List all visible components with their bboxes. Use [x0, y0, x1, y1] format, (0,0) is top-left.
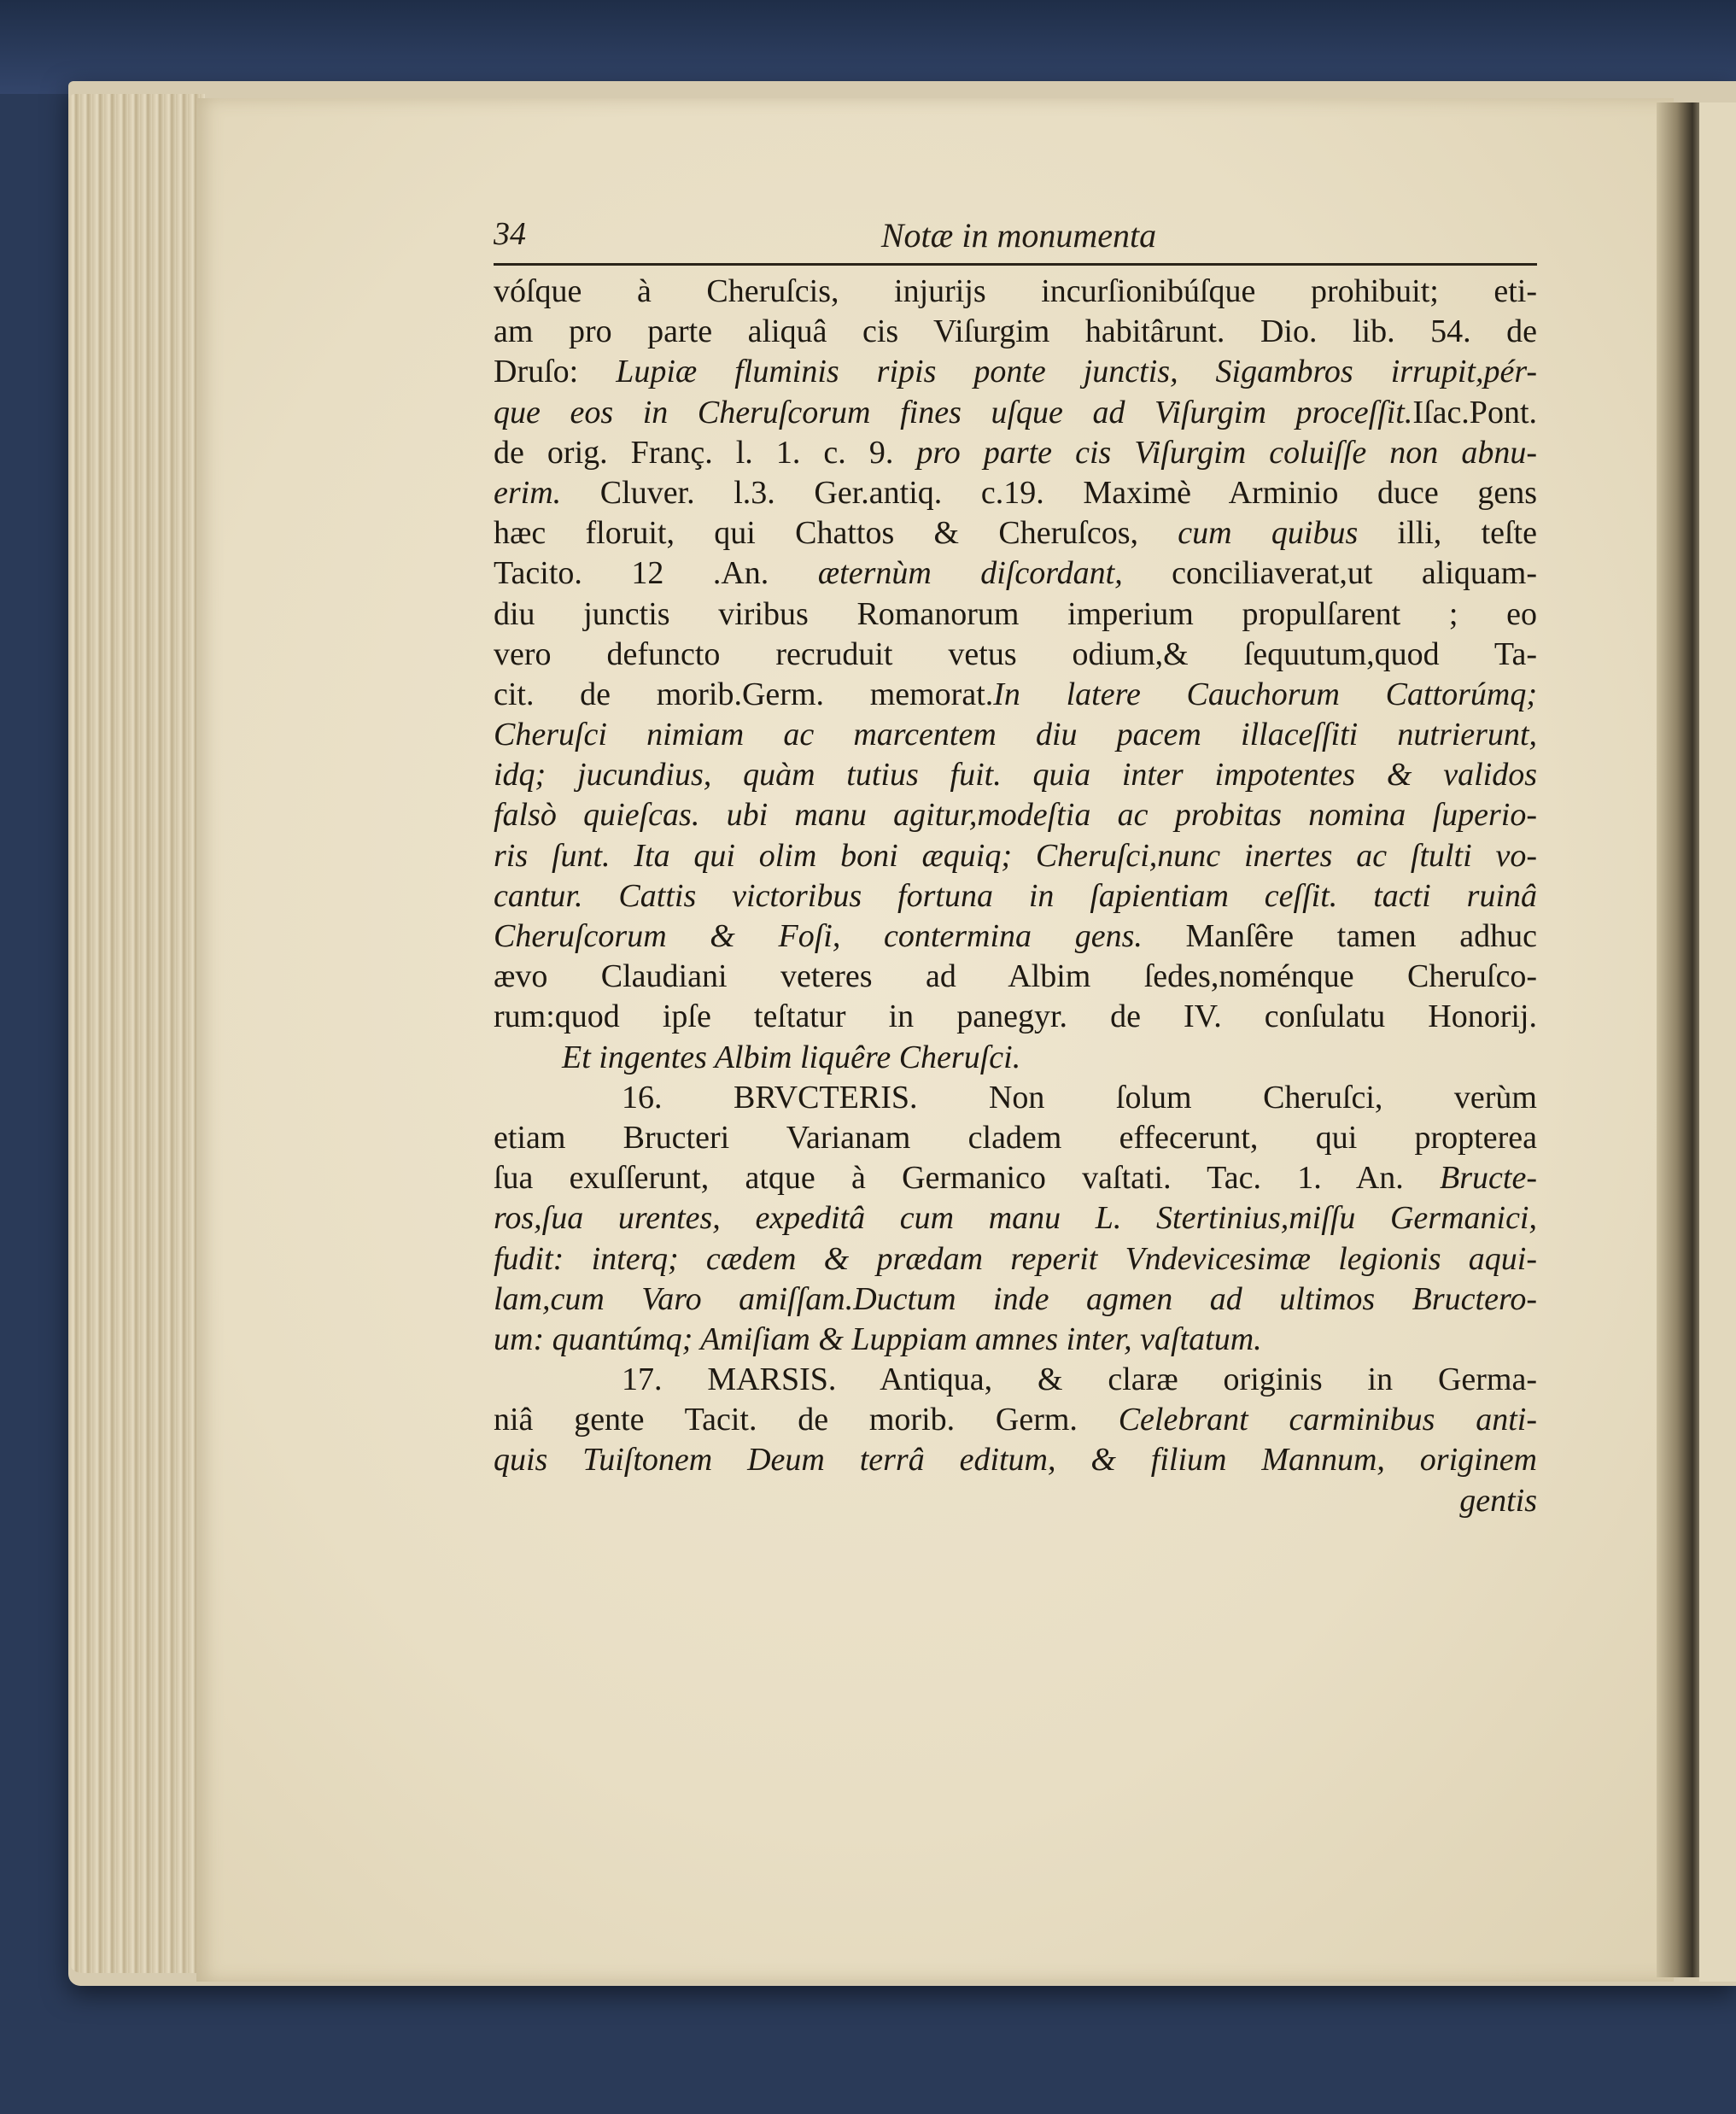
roman-text: de orig. Franç. l. 1. c. 9. — [494, 434, 917, 471]
roman-text: ævo Claudiani veteres ad Albim ſedes,noménque Cheruſco- — [494, 958, 1537, 995]
italic-text: ris ſunt. Ita qui olim boni æquiq; Cheruſci,nunc inertes ac ſtulti vo- — [494, 837, 1537, 874]
italic-text: In latere Cauchorum Cattorúmq; — [993, 676, 1537, 712]
italic-text: idq; jucundius, quàm tutius fuit. quia inter impotentes & validos — [494, 757, 1537, 793]
text-line — [494, 272, 1537, 312]
italic-text: Bructe- — [1440, 1160, 1537, 1197]
roman-text: conciliaverat,ut aliquam- — [1122, 555, 1537, 592]
roman-text: Iſac.Pont. — [1412, 394, 1537, 430]
text-line — [494, 312, 1537, 352]
text-line — [494, 513, 1537, 553]
roman-text: am pro parte aliquâ cis Viſurgim habitârunt. Dio. lib. 54. de — [494, 313, 1537, 350]
italic-text: Lupiæ fluminis ripis ponte junctis, Sigambros irrupit,pér- — [616, 354, 1537, 390]
text-line — [494, 1118, 1537, 1158]
italic-text: fudit: interq; cædem & prædam reperit Vndevicesimæ legionis aqui- — [494, 1240, 1537, 1277]
text-line — [494, 1440, 1537, 1480]
text-line — [494, 755, 1537, 795]
text-line — [494, 433, 1537, 473]
roman-text: niâ gente Tacit. de morib. Germ. — [494, 1402, 1119, 1438]
text-line — [494, 957, 1537, 997]
text-line — [494, 1280, 1537, 1320]
body-text — [494, 272, 1537, 1521]
italic-text: Celebrant carminibus anti- — [1118, 1402, 1537, 1438]
text-line — [494, 916, 1537, 957]
italic-text: falsò quieſcas. ubi manu agitur,modeſtia ac probitas nomina ſuperio- — [494, 797, 1537, 834]
text-line — [494, 675, 1537, 715]
roman-text: Manſêre tamen adhuc — [1142, 918, 1537, 954]
italic-text: Cheruſcorum & Foſi, contermina gens. — [494, 918, 1143, 954]
facing-page-edge — [1699, 102, 1736, 1982]
text-line — [494, 1320, 1537, 1360]
roman-text: illi, teſte — [1358, 515, 1537, 552]
page-edges — [68, 94, 205, 1973]
text-line — [494, 635, 1537, 675]
italic-text: Cheruſci nimiam ac marcentem diu pacem illaceſſiti nutrierunt, — [494, 717, 1537, 753]
text-line — [494, 473, 1537, 513]
page-number: 34 — [494, 216, 526, 252]
italic-text: Et ingentes Albim liquêre Cheruſci. — [562, 1039, 1021, 1075]
text-line — [494, 836, 1537, 876]
italic-text: lam,cum Varo amiſſam.Ductum inde agmen ad ultimos Bructero- — [494, 1280, 1537, 1317]
italic-text: cum quibus — [1178, 515, 1359, 552]
roman-text: Druſo: — [494, 354, 617, 390]
italic-text: æternùm diſcordant, — [817, 555, 1123, 592]
roman-text: ſua exuſſerunt, atque à Germanico vaſtati. Tac. 1. An. — [494, 1160, 1441, 1197]
page-header — [494, 215, 1544, 258]
text-line — [494, 393, 1537, 433]
text-line — [494, 1198, 1537, 1239]
roman-text: 16. BRVCTERIS. Non ſolum Cheruſci, verùm — [622, 1079, 1537, 1116]
text-line — [494, 352, 1537, 392]
text-line — [494, 997, 1537, 1037]
roman-text: Tacito. 12 .An. — [494, 555, 818, 592]
roman-text: vero defuncto recruduit vetus odium,& ſequutum,quod Ta- — [494, 635, 1537, 672]
italic-text: que eos in Cheruſcorum fines uſque ad Viſurgim proceſſit. — [494, 394, 1413, 430]
italic-text: cantur. Cattis victoribus fortuna in ſapientiam ceſſit. tacti ruinâ — [494, 877, 1537, 914]
roman-text: vóſque à Cheruſcis, injurijs incurſionibúſque prohibuit; eti- — [494, 273, 1537, 309]
italic-text: gentis — [1459, 1482, 1537, 1519]
roman-text: etiam Bructeri Varianam cladem effecerunt, qui propterea — [494, 1119, 1537, 1156]
roman-text: cit. de morib.Germ. memorat. — [494, 676, 994, 712]
header-rule — [494, 263, 1537, 266]
text-line — [494, 1400, 1537, 1440]
italic-text: um: quantúmq; Amiſiam & Luppiam amnes inter, vaſtatum. — [494, 1321, 1262, 1357]
italic-text: erim. — [494, 474, 562, 511]
text-line — [494, 795, 1537, 835]
italic-text: ros,ſua urentes, expeditâ cum manu L. Stertinius,miſſu Germanici, — [494, 1200, 1537, 1237]
roman-text: rum:quod ipſe teſtatur in panegyr. de IV. conſulatu Honorij. — [494, 998, 1537, 1035]
roman-text: 17. MARSIS. Antiqua, & claræ originis in Germa- — [622, 1362, 1537, 1398]
running-head: Notæ in monumenta — [880, 216, 1157, 255]
roman-text: diu junctis viribus Romanorum imperium propulſarent ; eo — [494, 595, 1537, 632]
text-line — [494, 876, 1537, 916]
text-line — [494, 1158, 1537, 1198]
backdrop — [0, 0, 1736, 94]
roman-text: Cluver. l.3. Ger.antiq. c.19. Maximè Arminio duce gens — [561, 474, 1537, 511]
text-line — [494, 1038, 1537, 1078]
text-line — [494, 553, 1537, 594]
text-line — [494, 1239, 1537, 1280]
text-line — [494, 1078, 1537, 1118]
text-line — [494, 594, 1537, 635]
roman-text: hæc floruit, qui Chattos & Cheruſcos, — [494, 515, 1178, 552]
text-line — [494, 1360, 1537, 1400]
italic-text: quis Tuiſtonem Deum terrâ editum, & filium Mannum, originem — [494, 1442, 1537, 1479]
text-line — [494, 715, 1537, 755]
text-line — [494, 1481, 1537, 1521]
italic-text: pro parte cis Viſurgim coluiſſe non abnu- — [916, 434, 1537, 471]
